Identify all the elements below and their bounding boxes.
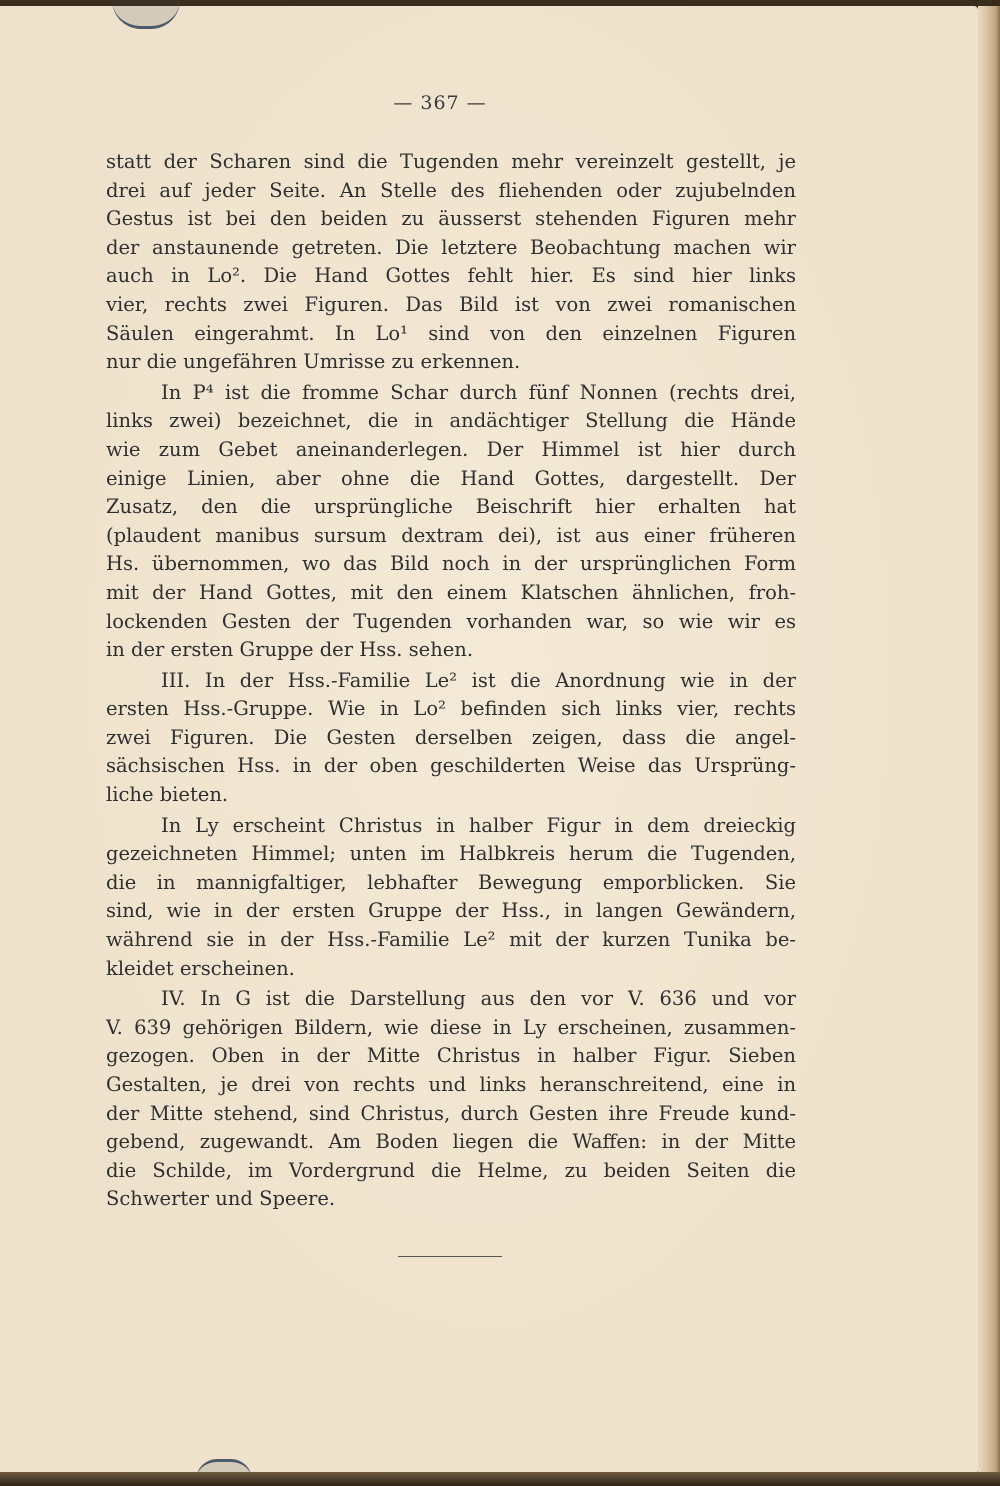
text-line: In Ly erscheint Christus in halber Figur in dem dreieckig [161,813,796,837]
text-line: In P⁴ ist die fromme Schar durch fünf Nonnen (rechts drei, [161,380,796,404]
text-line: links zwei) bezeichnet, die in andächtiger Stellung die Hände [106,409,796,433]
text-line: statt der Scharen sind die Tugenden mehr vereinzelt gestellt, je [106,150,796,173]
text-line: gezeichneten Himmel; unten im Halbkreis herum die Tugenden, [106,842,796,866]
paragraph-p4 [106,812,796,984]
text-line: mit der Hand Gottes, mit den einem Klatschen ähnlichen, froh- [106,580,796,604]
text-line: Gestalten, je drei von rechts und links heranschreitend, eine in [106,1073,796,1096]
text-line: während sie in der Hss.-Familie Le² mit der kurzen Tunika be- [106,928,796,952]
paragraph-p3 [106,667,796,810]
page-number: — 367 — [393,92,487,114]
text-line: nur die ungefähren Umrisse zu erkennen. [106,350,521,374]
text-line: der anstaunende getreten. Die letztere Beobachtung machen wir [106,235,796,259]
text-line: auch in Lo². Die Hand Gottes fehlt hier. Es sind hier links [106,264,796,288]
text-line: einige Linien, aber ohne die Hand Gottes, dargestellt. Der [106,466,796,490]
text-line: V. 639 gehörigen Bildern, wie diese in Ly erscheinen, zusammen- [106,1015,796,1039]
text-line: sind, wie in der ersten Gruppe der Hss., in langen Gewändern, [106,899,796,923]
text-line: gezogen. Oben in der Mitte Christus in halber Figur. Sieben [106,1044,796,1068]
text-line: Säulen eingerahmt. In Lo¹ sind von den einzelnen Figuren [106,321,796,345]
text-line: kleidet erscheinen. [106,956,295,980]
text-line: vier, rechts zwei Figuren. Das Bild ist von zwei romanischen [106,292,796,316]
page-edge [978,6,1000,1476]
text-line: (plaudent manibus sursum dextram dei), ist aus einer früheren [106,523,796,547]
text-line: lockenden Gesten der Tugenden vorhanden war, so wie wir es [106,609,796,633]
text-line: Gestus ist bei den beiden zu äusserst stehenden Figuren mehr [106,207,796,231]
end-rule [398,1256,502,1257]
text-line: III. In der Hss.-Familie Le² ist die Anordnung wie in der [161,668,796,692]
paragraph-p5 [106,985,796,1214]
book-spine-bottom [0,1472,1000,1486]
text-line: drei auf jeder Seite. An Stelle des fliehenden oder zujubelnden [106,178,796,202]
paragraph-p1 [106,148,796,377]
text-line: die in mannigfaltiger, lebhafter Bewegung emporblicken. Sie [106,870,796,894]
body-text [106,148,796,1214]
text-line: zwei Figuren. Die Gesten derselben zeigen, dass die angel- [106,725,796,749]
text-line: IV. In G ist die Darstellung aus den vor V. 636 und vor [161,987,796,1011]
text-line: Schwerter und Speere. [106,1187,336,1211]
text-line: sächsischen Hss. in der oben geschilderten Weise das Ursprüng- [106,754,796,778]
text-line: der Mitte stehend, sind Christus, durch Gesten ihre Freude kund- [106,1101,796,1125]
paragraph-p2 [106,379,796,665]
text-line: die Schilde, im Vordergrund die Helme, zu beiden Seiten die [106,1158,796,1182]
text-line: Hs. übernommen, wo das Bild noch in der ursprünglichen Form [106,552,796,576]
text-line: liche bieten. [106,783,229,807]
text-line: ersten Hss.-Gruppe. Wie in Lo² befinden sich links vier, rechts [106,697,796,721]
text-line: gebend, zugewandt. Am Boden liegen die Waffen: in der Mitte [106,1130,796,1154]
text-line: wie zum Gebet aneinanderlegen. Der Himmel ist hier durch [106,437,796,461]
text-line: Zusatz, den die ursprüngliche Beischrift hier erhalten hat [106,495,796,519]
text-line: in der ersten Gruppe der Hss. sehen. [106,638,474,662]
